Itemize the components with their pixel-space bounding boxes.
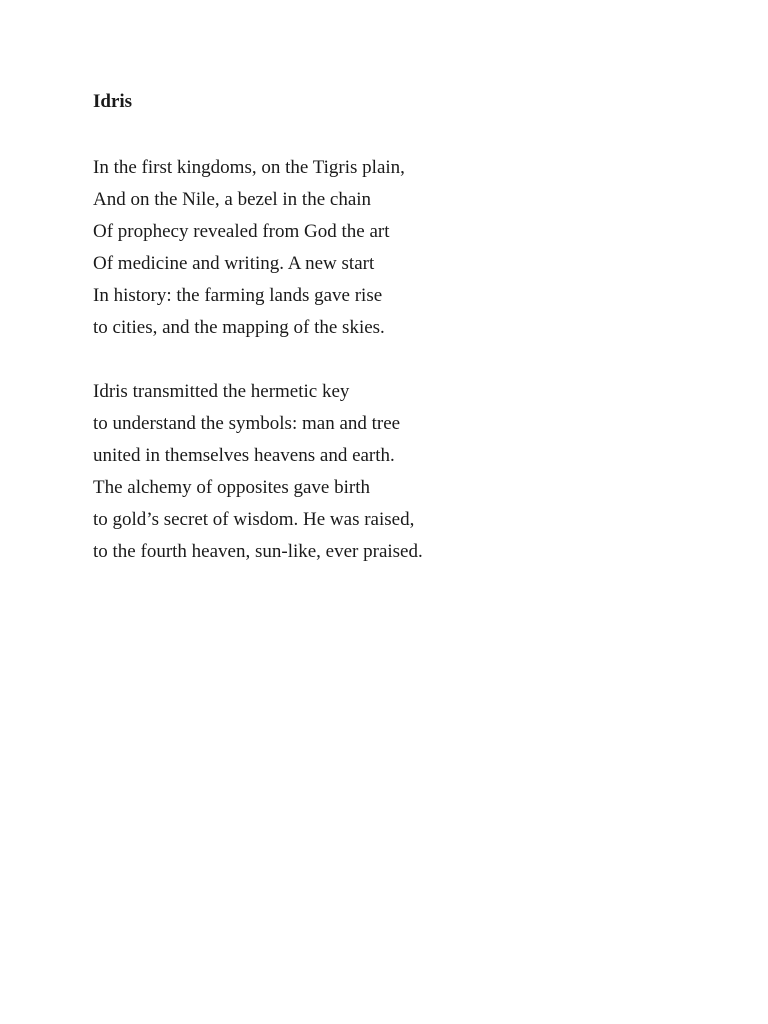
poem-line: united in themselves heavens and earth. — [93, 445, 395, 466]
poem-line: The alchemy of opposites gave birth — [93, 477, 371, 498]
poem-line: to gold’s secret of wisdom. He was raised, — [93, 509, 415, 530]
poem-line: to understand the symbols: man and tree — [93, 413, 401, 434]
poem-line: In history: the farming lands gave rise — [93, 285, 383, 306]
poem-line: Idris transmitted the hermetic key — [93, 381, 350, 402]
poem-line: to cities, and the mapping of the skies. — [93, 317, 385, 338]
poem-line: to the fourth heaven, sun-like, ever praised. — [93, 541, 423, 562]
poem-line: And on the Nile, a bezel in the chain — [93, 189, 372, 210]
poem-line: Of prophecy revealed from God the art — [93, 221, 390, 242]
poem-page — [93, 88, 693, 600]
poem-line: Of medicine and writing. A new start — [93, 253, 375, 274]
stanza-1 — [93, 152, 693, 344]
poem-line: In the first kingdoms, on the Tigris plain, — [93, 157, 405, 178]
stanza-2 — [93, 376, 693, 568]
poem-title: Idris — [93, 91, 133, 112]
